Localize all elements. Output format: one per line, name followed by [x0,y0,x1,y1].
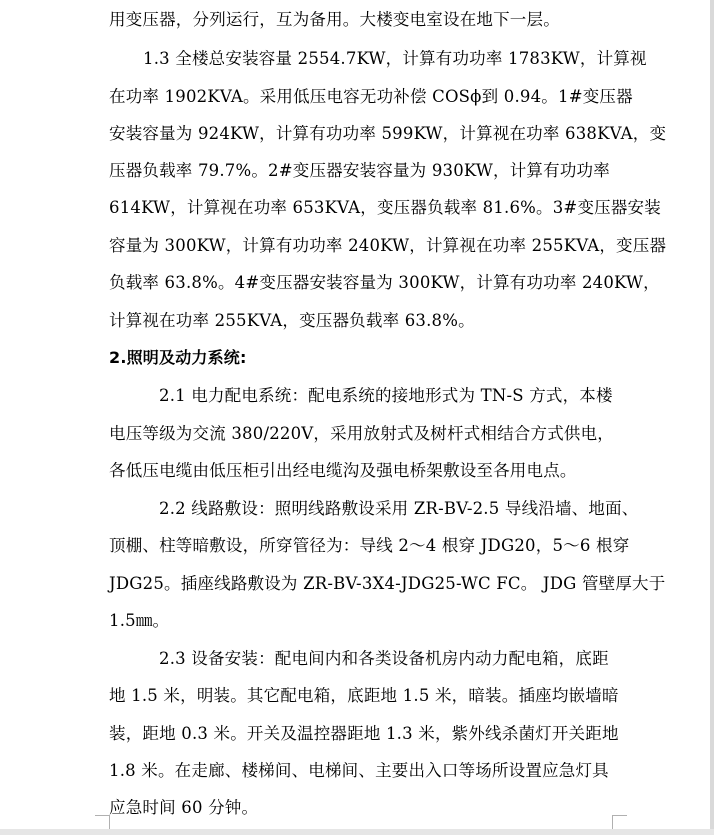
text-line-18: 2.3 设备安装：配电间内和各类设备机房内动力配电箱，底距 [159,649,609,668]
text-line-17: 1.5㎜。 [109,611,170,630]
text-line-7: 容量为 300KW，计算有功功率 240KW，计算视在功率 255KVA，变压器 [109,236,667,255]
text-line-8: 负载率 63.8%。4#变压器安装容量为 300KW，计算有功功率 240KW， [109,273,660,292]
text-line-16: JDG25。插座线路敷设为 ZR-BV-3X4-JDG25-WC FC。 JDG 管壁厚大于 [109,574,666,593]
crop-mark-bottom-right [612,815,627,830]
text-line-13: 各低压电缆由低压柜引出经电缆沟及强电桥架敷设至各用电点。 [109,461,577,480]
text-line-22: 应急时间 60 分钟。 [109,798,259,817]
text-line-21: 1.8 米。在走廊、楼梯间、电梯间、主要出入口等场所设置应急灯具 [109,761,609,780]
text-line-14: 2.2 线路敷设：照明线路敷设采用 ZR-BV-2.5 导线沿墙、地面、 [159,499,639,518]
crop-mark-bottom-left [95,815,110,830]
text-line-1: 用变压器，分列运行，互为备用。大楼变电室设在地下一层。 [109,10,560,29]
text-line-15: 顶棚、柱等暗敷设，所穿管径为：导线 2～4 根穿 JDG20，5～6 根穿 [109,536,630,555]
text-line-6: 614KW，计算视在功率 653KVA，变压器负载率 81.6%。3#变压器安装 [109,198,661,217]
section-heading: 2.照明及动力系统: [109,348,247,367]
text-line-5: 压器负载率 79.7%。2#变压器安装容量为 930KW，计算有功功率 [109,161,610,180]
text-line-19: 地 1.5 米，明装。其它配电箱，底距地 1.5 米，暗装。插座均嵌墙暗 [109,686,619,705]
page-edge-bottom [0,829,714,835]
text-line-12: 电压等级为交流 380/220V，采用放射式及树杆式相结合方式供电， [109,424,615,443]
text-line-20: 装，距地 0.3 米。开关及温控器距地 1.3 米，紫外线杀菌灯开关距地 [109,724,619,743]
text-line-11: 2.1 电力配电系统：配电系统的接地形式为 TN-S 方式，本楼 [159,386,613,405]
text-line-2: 1.3 全楼总安装容量 2554.7KW，计算有功功率 1783KW，计算视 [143,49,647,68]
text-line-4: 安装容量为 924KW，计算有功功率 599KW，计算视在功率 638KVA，变 [109,124,667,143]
page-edge-right [710,0,714,835]
text-line-9: 计算视在功率 255KVA，变压器负载率 63.8%。 [109,311,475,330]
text-line-3: 在功率 1902KVA。采用低压电容无功补偿 COSϕ到 0.94。1#变压器 [109,87,633,106]
